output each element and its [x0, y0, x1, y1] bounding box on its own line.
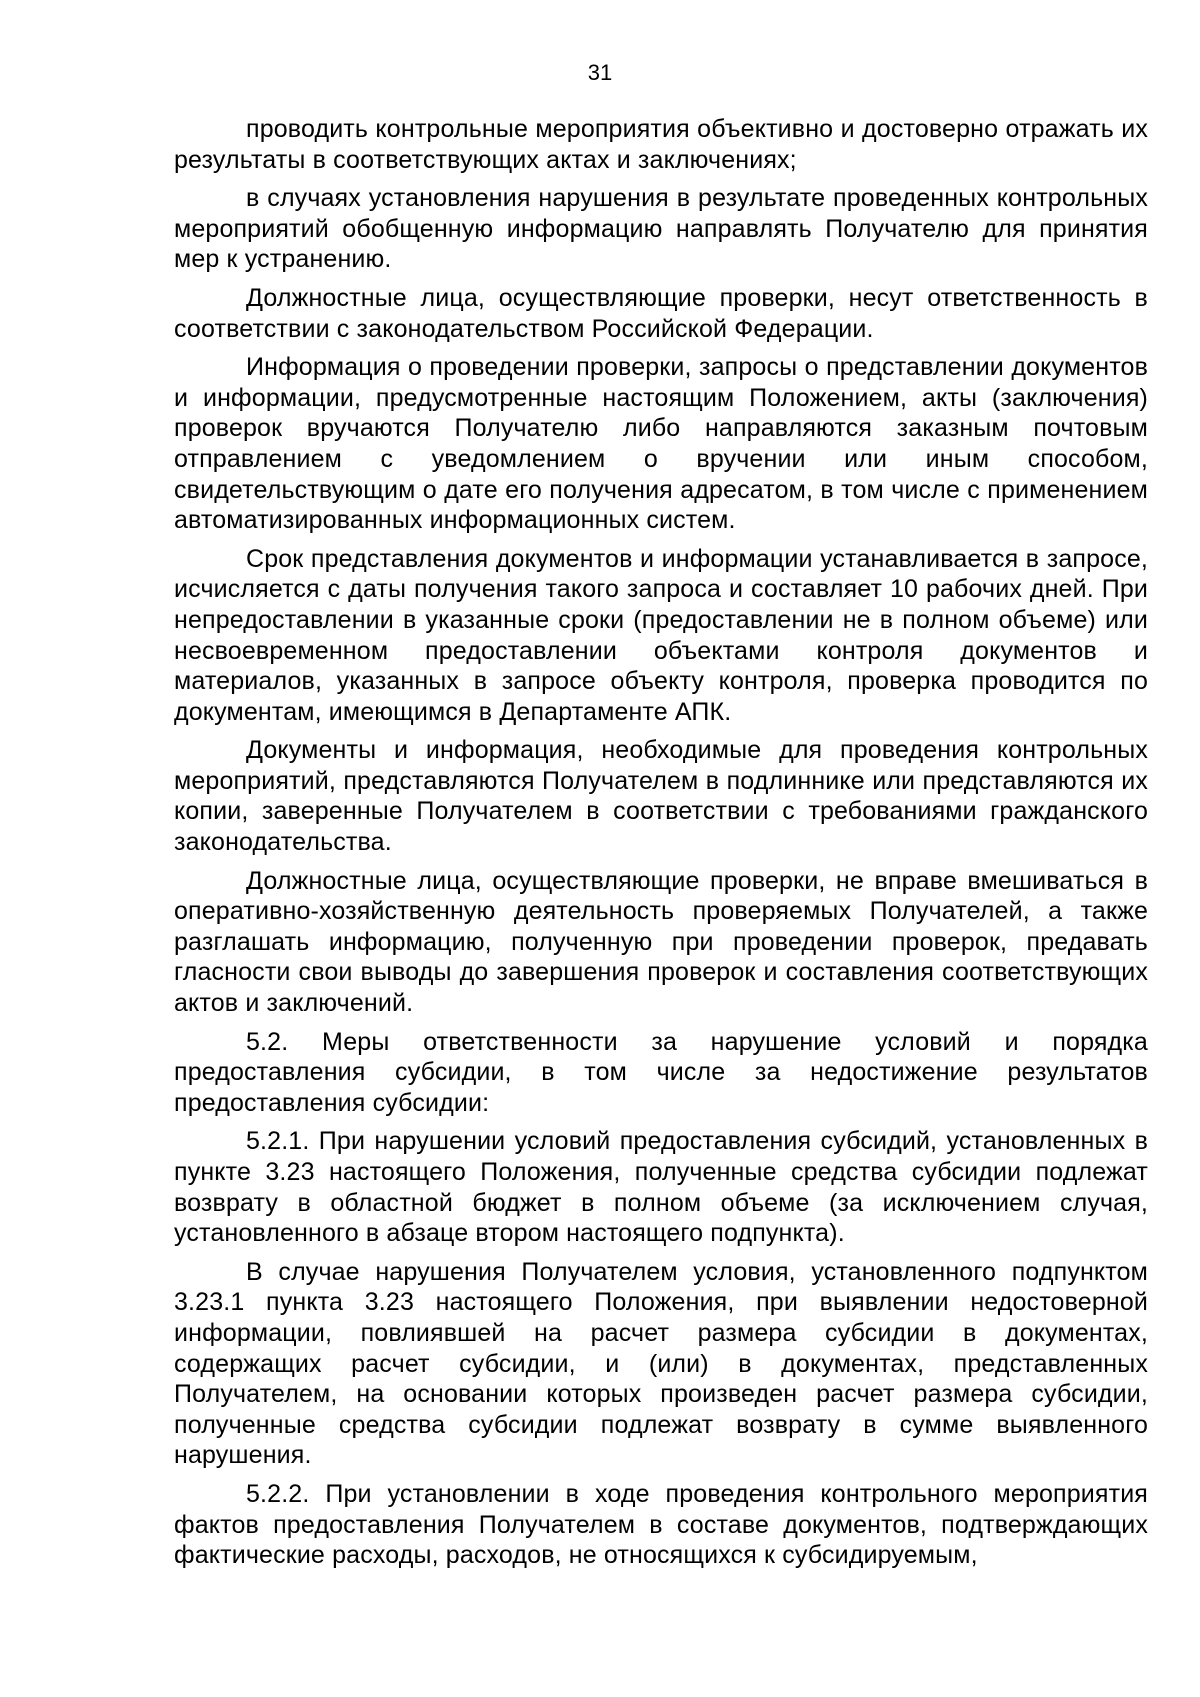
paragraph: 5.2.1. При нарушении условий предоставления субсидий, установленных в пункте 3.23 настоящего Положения, полученные средства субсидии подлежат возврату в областной бюджет в полном объеме (за исключением случая, установленного в абзаце втором настоящего подпункта). — [174, 1127, 1148, 1248]
paragraph: В случае нарушения Получателем условия, установленного подпунктом 3.23.1 пункта 3.23 настоящего Положения, при выявлении недостоверной информации, повлиявшей на расчет размера субсидии в документах, содержащих расчет субсидии, и (или) в документах, представленных Получателем, на основании которых произведен расчет размера субсидии, полученные средства субсидии подлежат возврату в сумме выявленного нарушения. — [174, 1257, 1148, 1470]
paragraph: 5.2. Меры ответственности за нарушение условий и порядка предоставления субсидии, в том числе за недостижение результатов предоставления субсидии: — [174, 1027, 1148, 1117]
paragraph: проводить контрольные мероприятия объективно и достоверно отражать их результаты в соответствующих актах и заключениях; — [174, 115, 1148, 174]
paragraph: в случаях установления нарушения в результате проведенных контрольных мероприятий обобщенную информацию направлять Получателю для принятия мер к устранению. — [174, 184, 1148, 274]
paragraph: Срок представления документов и информации устанавливается в запросе, исчисляется с даты получения такого запроса и составляет 10 рабочих дней. При непредоставлении в указанные сроки (предоставлении не в полном объеме) или несвоевременном предоставлении объектами контроля документов и материалов, указанных в запросе объекту контроля, проверка проводится по документам, имеющимся в Департаменте АПК. — [174, 544, 1148, 726]
paragraph: Должностные лица, осуществляющие проверки, не вправе вмешиваться в оперативно-хозяйственную деятельность проверяемых Получателей, а также разглашать информацию, полученную при проведении проверок, предавать гласности свои выводы до завершения проверок и составления соответствующих актов и заключений. — [174, 866, 1148, 1018]
paragraph: Документы и информация, необходимые для проведения контрольных мероприятий, представляются Получателем в подлиннике или представляются их копии, заверенные Получателем в соответствии с требованиями гражданского законодательства. — [174, 736, 1148, 857]
page-number: 31 — [587, 60, 613, 85]
document-body — [174, 114, 1148, 1579]
paragraph: 5.2.2. При установлении в ходе проведения контрольного мероприятия фактов предоставления Получателем в составе документов, подтверждающих фактические расходы, расходов, не относящихся к субсидируемым, — [174, 1479, 1148, 1570]
paragraph: Информация о проведении проверки, запросы о представлении документов и информации, предусмотренные настоящим Положением, акты (заключения) проверок вручаются Получателю либо направляются заказным почтовым отправлением с уведомлением о вручении или иным способом, свидетельствующим о дате его получения адресатом, в том числе с применением автоматизированных информационных систем. — [174, 353, 1148, 535]
paragraph: Должностные лица, осуществляющие проверки, несут ответственность в соответствии с законодательством Российской Федерации. — [174, 283, 1148, 343]
